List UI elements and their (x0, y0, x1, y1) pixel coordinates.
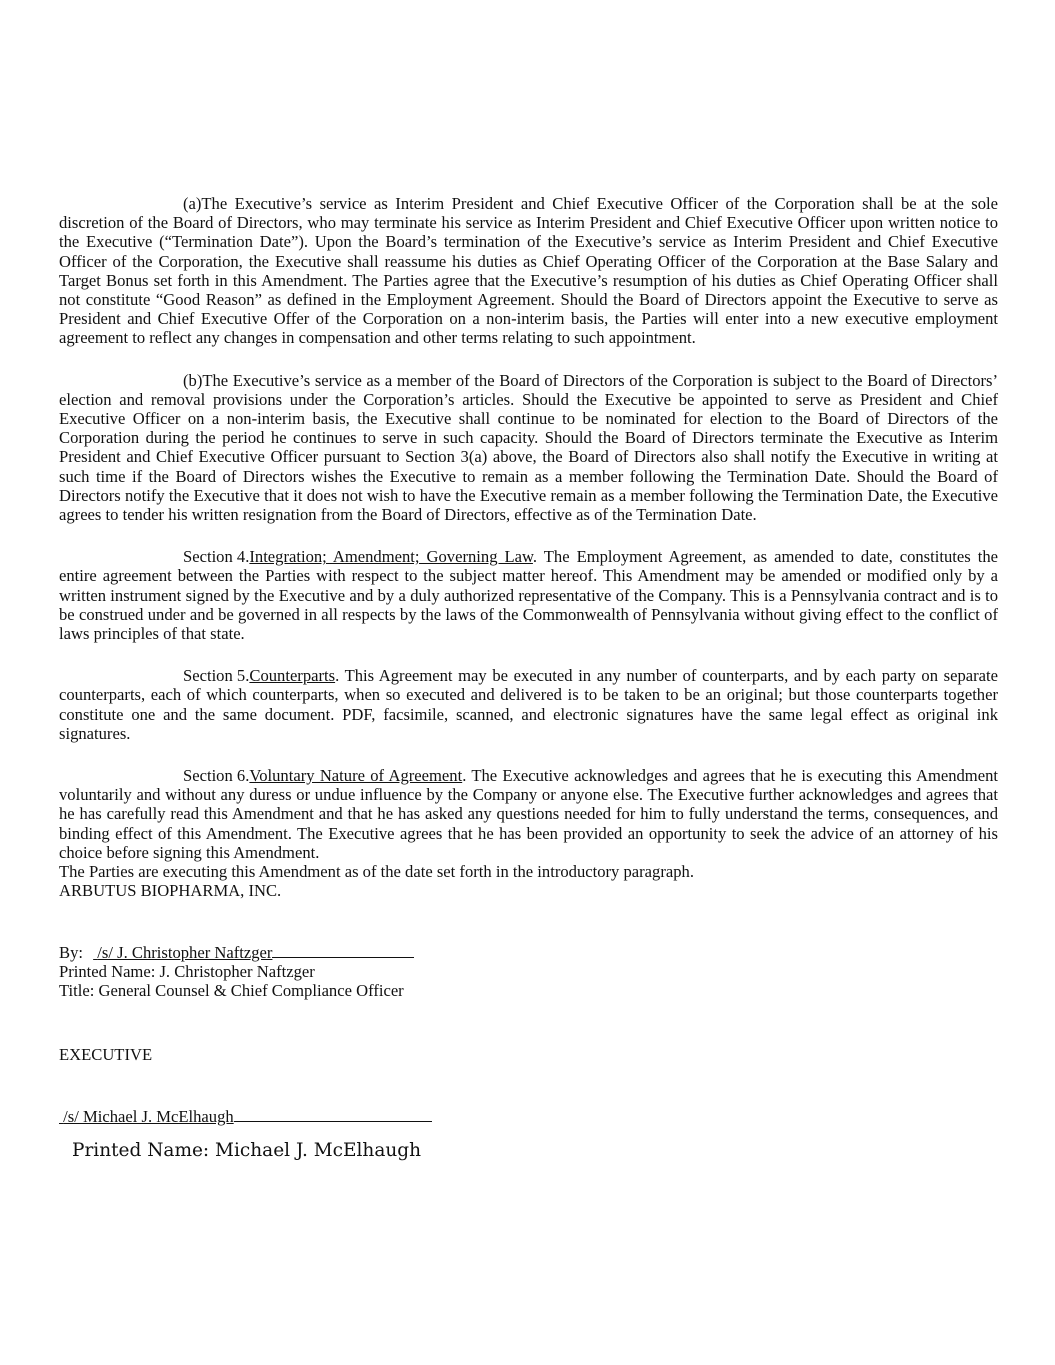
section-heading: Integration; Amendment; Governing Law (249, 547, 533, 567)
document-page (59, 194, 998, 1160)
executive-signature-block (59, 1107, 998, 1159)
section-5 (59, 666, 998, 743)
company-signature-line (59, 943, 998, 962)
company-signature: /s/ J. Christopher Naftzger (97, 942, 273, 962)
paragraph-label: (b) (183, 370, 203, 390)
section-text: . The Employment Agreement, as amended to date, constitutes the entire agreement between the Parties with respect to the subject matter hereof. This Amendment may be amended or modified only by a written instrument signed by the Executive and by a duly authorized representative of the Company. This is a Pennsylvania contract and is to be construed under and be governed in all respects by the laws of the Commonwealth of Pennsylvania without giving effect to the conflict of laws principles of that state. (59, 547, 998, 644)
section-label: Section 4. (183, 547, 250, 567)
section-text: . The Executive acknowledges and agrees that he is executing this Amendment voluntarily and without any duress or undue influence by the Company or anyone else. The Executive further acknowledges and agrees that he has carefully read this Amendment and that he has asked any questions needed for him to fully understand the terms, consequences, and binding effect of this Amendment. The Executive agrees that he has been provided an opportunity to seek the advice of an attorney of his choice before signing this Amendment. (59, 766, 998, 862)
section-6 (59, 766, 998, 862)
company-name: ARBUTUS BIOPHARMA, INC. (59, 881, 282, 901)
paragraph-3a (59, 194, 998, 348)
executive-signature-line (59, 1107, 998, 1126)
section-text: . This Agreement may be executed in any number of counterparts, and by each party on separate counterparts, each of which counterparts, when so executed and delivered is to be taken to be an original; but those counterparts together constitute one and the same document. PDF, facsimile, scanned, and electronic signatures have the same legal effect as original ink signatures. (59, 666, 998, 743)
paragraph-label: (a) (183, 194, 202, 213)
paragraph-text: The Executive’s service as Interim President and Chief Executive Officer of the Corporation shall be at the sole discretion of the Board of Directors, who may terminate his service as Interim President and Chief Executive Officer upon written notice to the Executive (“Termination Date”). Upon the Board’s termination of the Executive’s service as Interim President and Chief Executive Officer of the Corporation, the Executive shall reassume his duties as Chief Operating Officer of the Corporation at the Base Salary and Target Bonus set forth in this Amendment. The Parties agree that the Executive’s resumption of his duties as Chief Operating Officer shall not constitute “Good Reason” as defined in the Employment Agreement. Should the Board of Directors appoint the Executive to serve as President and Chief Executive Offer of the Corporation on a non-interim basis, the Parties will enter into a new executive employment agreement to reflect any changes in compensation and other terms relating to such appointment. (59, 194, 998, 348)
by-label: By: (59, 942, 83, 962)
company-signature-block (59, 943, 998, 1001)
company-printed-name: Printed Name: J. Christopher Naftzger (59, 961, 315, 981)
section-heading: Counterparts (249, 666, 336, 686)
closing-statement: The Parties are executing this Amendment as of the date set forth in the introductory paragraph. (59, 862, 694, 882)
section-label: Section 5. (183, 666, 250, 686)
paragraph-3b (59, 371, 998, 525)
executive-printed-name: Printed Name: Michael J. McElhaugh (72, 1139, 422, 1161)
section-label: Section 6. (183, 766, 250, 786)
section-heading: Voluntary Nature of Agreement (249, 766, 463, 786)
paragraph-text: The Executive’s service as a member of the Board of Directors of the Corporation is subject to the Board of Directors’ election and removal provisions under the Corporation’s articles. Should the Executive be appointed to serve as President and Chief Executive Officer on a non-interim basis, the Executive shall continue to be nominated for election to the Board of Directors of the Corporation during the period he continues to serve in such capacity. Should the Board of Directors terminate the Executive as Interim President and Chief Executive Officer pursuant to Section 3(a) above, the Board of Directors also shall notify the Executive in writing at such time if the Board of Directors wishes the Executive to remain as a member following the Termination Date. Should the Board of Directors notify the Executive that it does not wish to have the Executive remain as a member following the Termination Date, the Executive agrees to tender his written resignation from the Board of Directors, effective as of the Termination Date. (59, 370, 998, 525)
signature-underline (234, 1107, 432, 1122)
company-signer-title: Title: General Counsel & Chief Compliance Officer (59, 980, 404, 1000)
executive-signature: /s/ Michael J. McElhaugh (63, 1107, 234, 1127)
section-4 (59, 547, 998, 643)
signature-underline (272, 943, 414, 958)
executive-heading: EXECUTIVE (59, 1045, 153, 1065)
